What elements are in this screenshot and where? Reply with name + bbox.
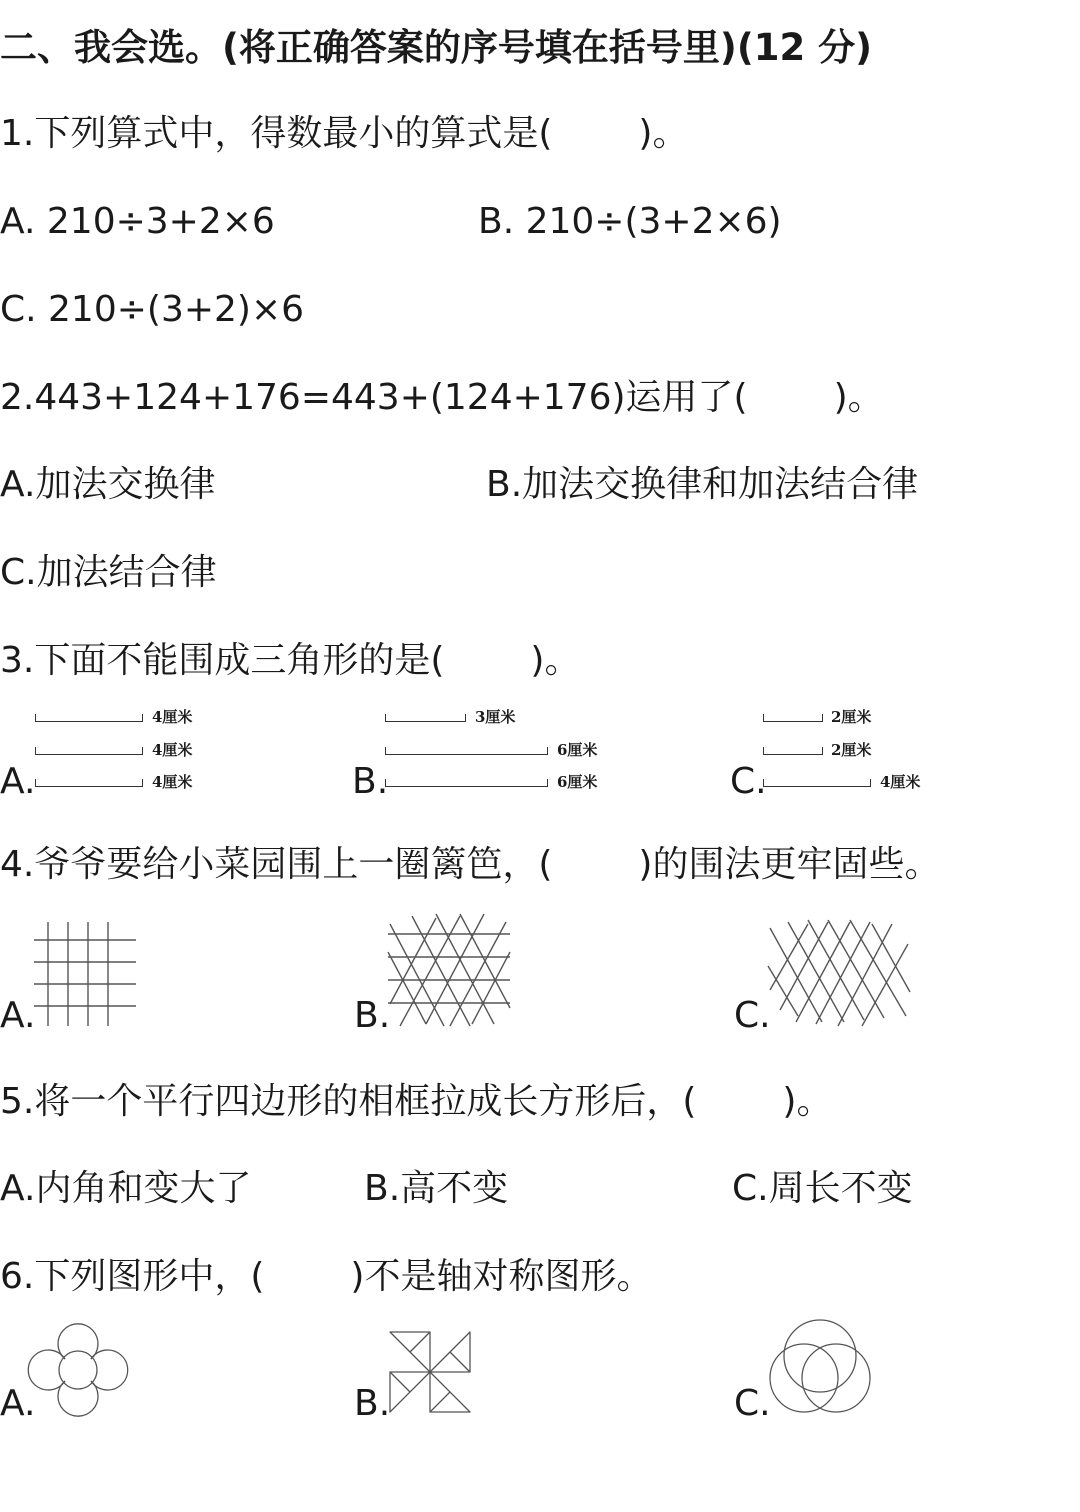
q6-option-c-label: C.	[734, 1383, 771, 1424]
segment-b2-label: 6厘米	[557, 741, 598, 759]
q5-stem-end: )。	[782, 1081, 833, 1122]
q3-option-c-label: C.	[730, 761, 767, 802]
question-5-stem	[0, 1080, 832, 1124]
segment-b1-label: 3厘米	[475, 708, 516, 726]
q2-option-c: C.加法结合律	[0, 552, 217, 593]
q4-option-a-label: A.	[0, 995, 36, 1036]
segment-a3-label: 4厘米	[152, 773, 193, 791]
q3-stem-end: )。	[530, 640, 581, 681]
q3-stem-text: 3.下面不能围成三角形的是(	[0, 640, 445, 681]
segment-a2-label: 4厘米	[152, 741, 193, 759]
q5-option-c: C.周长不变	[732, 1168, 913, 1209]
q5-option-a: A.内角和变大了	[0, 1168, 252, 1209]
q1-option-c: C. 210÷(3+2)×6	[0, 289, 305, 330]
q2-stem-end: )。	[833, 377, 884, 418]
segment-c2-label: 2厘米	[831, 741, 872, 759]
section-title: 二、我会选。(将正确答案的序号填在括号里)(12 分)	[0, 26, 873, 69]
q3-option-b-label: B.	[352, 761, 389, 802]
three-circle-shape-figure	[766, 1316, 874, 1416]
q5-option-b: B.高不变	[364, 1168, 509, 1209]
question-1-stem	[0, 112, 688, 156]
q4-option-c-label: C.	[734, 995, 771, 1036]
square-grid-fence-figure	[34, 920, 138, 1028]
q6-option-b-label: B.	[354, 1383, 391, 1424]
q1-stem-end: )。	[638, 113, 689, 154]
segment-c3-label: 4厘米	[880, 773, 921, 791]
q3-option-a-label: A.	[0, 761, 36, 802]
q6-stem-end: )不是轴对称图形。	[350, 1256, 653, 1297]
question-3-stem	[0, 639, 580, 683]
q1-option-b: B. 210÷(3+2×6)	[478, 201, 782, 242]
pinwheel-shape-figure	[386, 1328, 474, 1416]
q2-option-a: A.加法交换律	[0, 464, 216, 505]
q4-option-b-label: B.	[354, 995, 391, 1036]
segment-a1-label: 4厘米	[152, 708, 193, 726]
q6-stem-text: 6.下列图形中，(	[0, 1256, 265, 1297]
diamond-lattice-fence-figure	[766, 918, 912, 1030]
question-4-stem	[0, 843, 940, 887]
segment-c1-label: 2厘米	[831, 708, 872, 726]
triangle-lattice-fence-figure	[386, 912, 512, 1028]
question-6-stem	[0, 1255, 652, 1299]
q2-option-b: B.加法交换律和加法结合律	[486, 464, 919, 505]
segment-b3-label: 6厘米	[557, 773, 598, 791]
q2-stem-text: 2.443+124+176=443+(124+176)运用了(	[0, 377, 748, 418]
flower-shape-figure	[32, 1326, 124, 1414]
question-2-stem	[0, 376, 884, 420]
q6-option-a-label: A.	[0, 1383, 36, 1424]
q1-stem-text: 1.下列算式中，得数最小的算式是(	[0, 113, 553, 154]
q1-option-a: A. 210÷3+2×6	[0, 201, 275, 242]
q4-stem-end: )的围法更牢固些。	[638, 844, 941, 885]
q4-stem-text: 4.爷爷要给小菜园围上一圈篱笆，(	[0, 844, 553, 885]
q5-stem-text: 5.将一个平行四边形的相框拉成长方形后，(	[0, 1081, 697, 1122]
